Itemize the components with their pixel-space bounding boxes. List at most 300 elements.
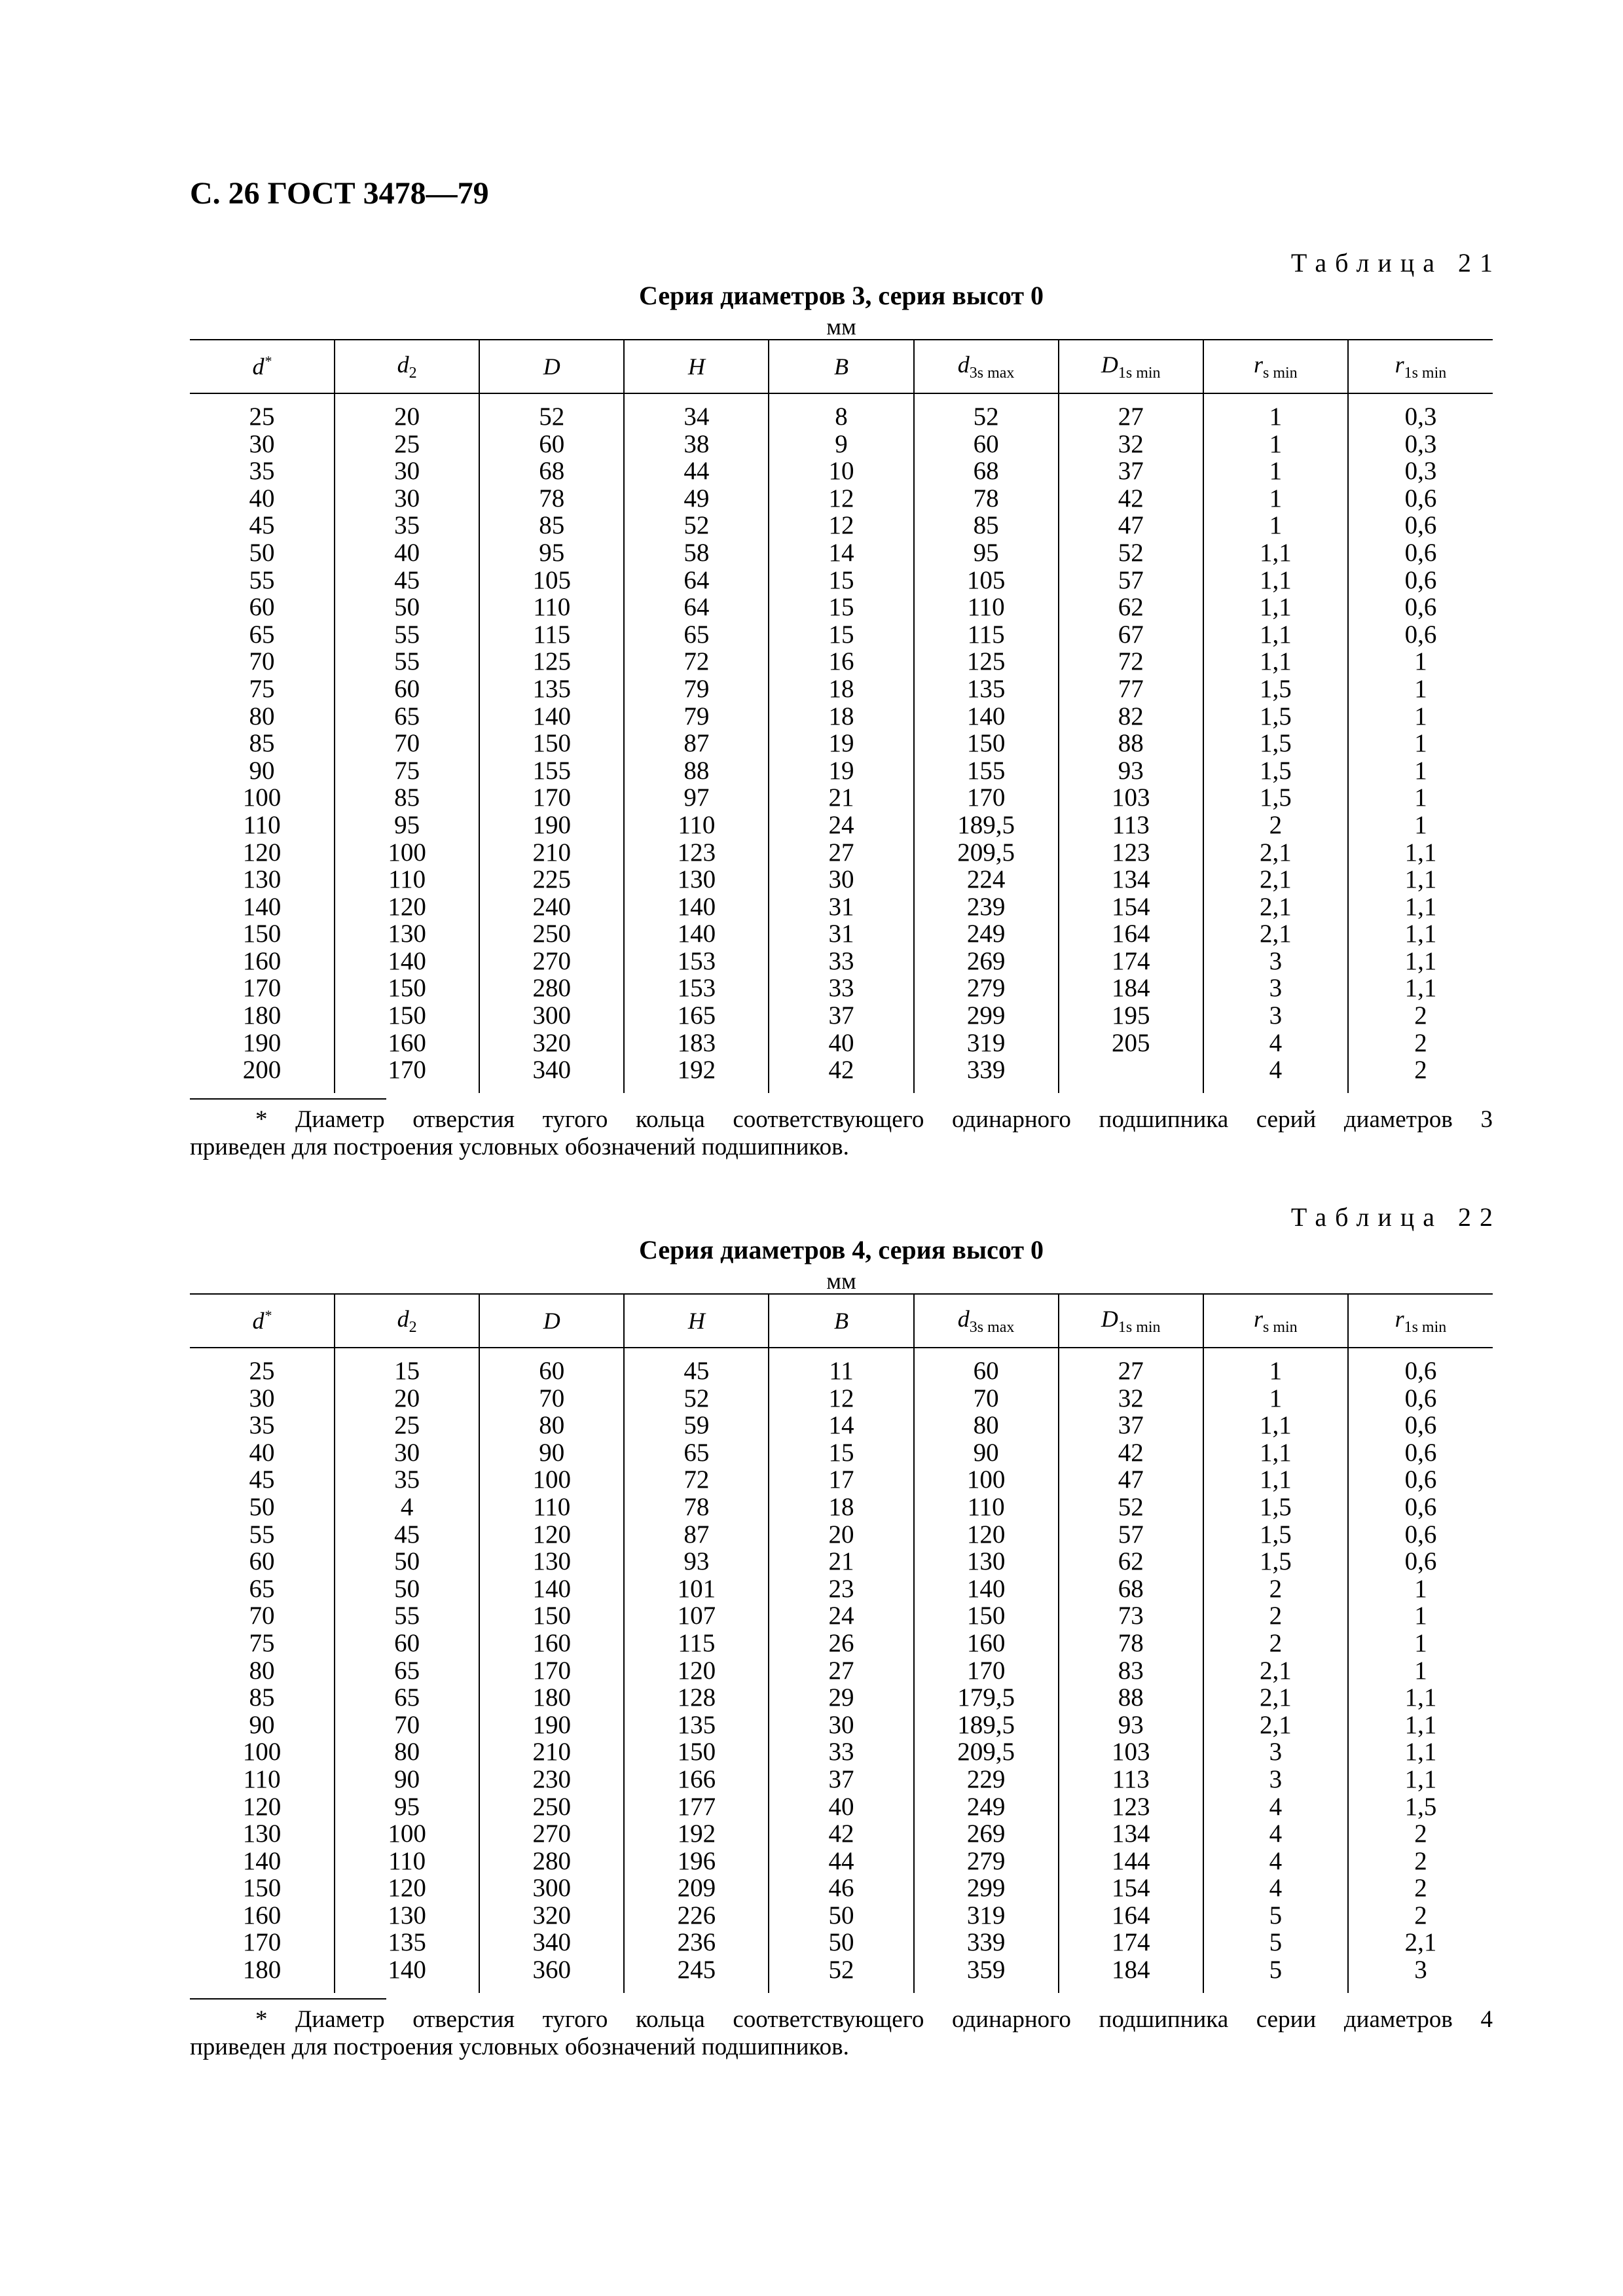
cell-d: 110 — [243, 810, 281, 839]
cell-H: 79 — [624, 675, 769, 703]
cell-B: 15 — [769, 567, 913, 594]
cell-d: 45 — [249, 511, 275, 540]
cell-H: 87 — [624, 1521, 769, 1549]
cell-d: 100 — [242, 1738, 282, 1767]
cell-d: 120 — [242, 838, 282, 867]
cell-d: 40 — [249, 484, 275, 512]
table-row — [190, 1848, 1493, 1875]
cell-B: 14 — [769, 1412, 913, 1439]
cell-H: 153 — [624, 948, 769, 975]
cell-d: 30 — [249, 1384, 275, 1412]
cell-r1s-min: 0,3 — [1348, 403, 1493, 431]
cell-d3s-max: 155 — [914, 757, 1059, 785]
cell-r1s-min: 0,6 — [1348, 1385, 1493, 1412]
cell-D: 68 — [479, 457, 624, 485]
cell-r1s-min: 1,1 — [1348, 866, 1493, 893]
cell-r1s-min: 2 — [1348, 1002, 1493, 1030]
cell-B: 12 — [769, 512, 913, 539]
cell-H: 135 — [624, 1712, 769, 1739]
col-header-d2: $d_2$ — [335, 340, 479, 393]
cell-r1s-min: 1 — [1348, 703, 1493, 730]
cell-r1s-min: 2,1 — [1348, 1929, 1493, 1956]
cell-H: 65 — [624, 621, 769, 649]
cell-D: 340 — [479, 1929, 624, 1956]
cell-D1s-min: 47 — [1059, 1466, 1203, 1494]
cell-d3s-max: 299 — [914, 1874, 1059, 1902]
data-table — [190, 339, 1493, 1093]
cell-d: 70 — [249, 647, 275, 676]
cell-H: 58 — [624, 539, 769, 567]
cell-d: 60 — [249, 593, 275, 622]
cell-d2: 130 — [335, 1902, 479, 1929]
cell-B: 33 — [769, 948, 913, 975]
cell-D1s-min: 37 — [1059, 1412, 1203, 1439]
cell-D: 300 — [479, 1002, 624, 1030]
table-row — [190, 1602, 1493, 1630]
cell-r1s-min: 0,6 — [1348, 567, 1493, 594]
cell-d: 90 — [249, 1710, 275, 1739]
cell-B: 44 — [769, 1848, 913, 1875]
table-row — [190, 1466, 1493, 1494]
cell-D: 250 — [479, 920, 624, 948]
cell-D1s-min: 88 — [1059, 730, 1203, 757]
spacer-row — [190, 393, 1493, 403]
cell-d2: 70 — [335, 730, 479, 757]
cell-d3s-max: 130 — [914, 1548, 1059, 1575]
cell-d2: 95 — [335, 1793, 479, 1821]
table-row — [190, 1385, 1493, 1412]
cell-D1s-min: 68 — [1059, 1575, 1203, 1603]
cell-r1s-min: 0,6 — [1348, 1466, 1493, 1494]
table-header-row — [190, 340, 1493, 393]
cell-d3s-max: 115 — [914, 621, 1059, 649]
cell-rs-min: 4 — [1203, 1874, 1348, 1902]
col-header-d: d* — [190, 1294, 335, 1348]
cell-B: 15 — [769, 594, 913, 621]
table-number: Таблица 22 — [1290, 1202, 1501, 1232]
cell-rs-min: 1 — [1203, 431, 1348, 458]
cell-d3s-max: 339 — [914, 1929, 1059, 1956]
cell-D1s-min: 78 — [1059, 1630, 1203, 1657]
cell-d3s-max: 229 — [914, 1766, 1059, 1793]
cell-d2: 70 — [335, 1712, 479, 1739]
cell-d3s-max: 249 — [914, 1793, 1059, 1821]
cell-d2: 110 — [335, 866, 479, 893]
table-row — [190, 1712, 1493, 1739]
cell-r1s-min: 1 — [1348, 784, 1493, 812]
cell-d3s-max: 52 — [914, 403, 1059, 431]
cell-D: 170 — [479, 1657, 624, 1685]
cell-d: 180 — [242, 1001, 282, 1030]
cell-rs-min: 4 — [1203, 1820, 1348, 1848]
cell-D: 120 — [479, 1521, 624, 1549]
cell-d: 35 — [249, 457, 275, 486]
cell-r1s-min: 1 — [1348, 1630, 1493, 1657]
table-row — [190, 839, 1493, 867]
cell-B: 14 — [769, 539, 913, 567]
cell-d2: 65 — [335, 703, 479, 730]
cell-r1s-min: 0,6 — [1348, 512, 1493, 539]
cell-D1s-min: 57 — [1059, 567, 1203, 594]
cell-d: 130 — [242, 1820, 282, 1848]
table-row — [190, 539, 1493, 567]
cell-d: 150 — [242, 920, 282, 948]
cell-d2: 90 — [335, 1766, 479, 1793]
cell-H: 79 — [624, 703, 769, 730]
cell-r1s-min: 0,6 — [1348, 1412, 1493, 1439]
cell-D: 150 — [479, 1602, 624, 1630]
cell-D: 320 — [479, 1030, 624, 1057]
cell-rs-min: 5 — [1203, 1956, 1348, 1984]
cell-H: 183 — [624, 1030, 769, 1057]
cell-D1s-min: 184 — [1059, 1956, 1203, 1984]
cell-H: 44 — [624, 457, 769, 485]
cell-d2: 80 — [335, 1738, 479, 1766]
cell-B: 31 — [769, 920, 913, 948]
cell-r1s-min: 0,6 — [1348, 621, 1493, 649]
cell-d: 65 — [249, 620, 275, 649]
cell-d: 85 — [249, 1683, 275, 1712]
cell-D1s-min: 134 — [1059, 1820, 1203, 1848]
cell-rs-min: 1 — [1203, 1385, 1348, 1412]
cell-d3s-max: 120 — [914, 1521, 1059, 1549]
cell-H: 140 — [624, 893, 769, 921]
cell-d2: 35 — [335, 1466, 479, 1494]
cell-d3s-max: 110 — [914, 594, 1059, 621]
cell-H: 52 — [624, 1385, 769, 1412]
cell-d: 140 — [242, 892, 282, 921]
cell-D: 135 — [479, 675, 624, 703]
cell-d: 45 — [249, 1465, 275, 1494]
cell-d: 50 — [249, 538, 275, 567]
cell-H: 59 — [624, 1412, 769, 1439]
cell-r1s-min: 1,1 — [1348, 920, 1493, 948]
cell-r1s-min: 1,1 — [1348, 839, 1493, 867]
table-row — [190, 1521, 1493, 1549]
cell-D1s-min: 52 — [1059, 539, 1203, 567]
cell-B: 30 — [769, 866, 913, 893]
table-row — [190, 1548, 1493, 1575]
table-row — [190, 431, 1493, 458]
cell-r1s-min: 0,6 — [1348, 1494, 1493, 1521]
cell-B: 46 — [769, 1874, 913, 1902]
cell-d2: 35 — [335, 512, 479, 539]
table-row — [190, 1684, 1493, 1712]
cell-D: 110 — [479, 1494, 624, 1521]
cell-D: 80 — [479, 1412, 624, 1439]
cell-D: 60 — [479, 1357, 624, 1385]
cell-d: 130 — [242, 865, 282, 894]
cell-D: 210 — [479, 839, 624, 867]
cell-D: 300 — [479, 1874, 624, 1902]
cell-H: 45 — [624, 1357, 769, 1385]
cell-D1s-min — [1059, 1056, 1203, 1084]
cell-d3s-max: 170 — [914, 784, 1059, 812]
cell-rs-min: 1,1 — [1203, 1439, 1348, 1467]
cell-D: 125 — [479, 648, 624, 675]
table-row — [190, 1056, 1493, 1084]
cell-rs-min: 5 — [1203, 1902, 1348, 1929]
cell-H: 130 — [624, 866, 769, 893]
table-unit: мм — [826, 1268, 856, 1294]
cell-B: 29 — [769, 1684, 913, 1712]
cell-D: 230 — [479, 1766, 624, 1793]
cell-rs-min: 1 — [1203, 485, 1348, 512]
cell-D1s-min: 123 — [1059, 839, 1203, 867]
table-title: Серия диаметров 4, серия высот 0 — [639, 1235, 1044, 1265]
cell-d3s-max: 319 — [914, 1902, 1059, 1929]
cell-r1s-min: 1,1 — [1348, 975, 1493, 1002]
cell-D1s-min: 154 — [1059, 893, 1203, 921]
cell-rs-min: 1,5 — [1203, 1548, 1348, 1575]
cell-H: 49 — [624, 485, 769, 512]
cell-D1s-min: 32 — [1059, 431, 1203, 458]
table-row — [190, 403, 1493, 431]
cell-d3s-max: 90 — [914, 1439, 1059, 1467]
cell-d2: 15 — [335, 1357, 479, 1385]
cell-d3s-max: 160 — [914, 1630, 1059, 1657]
cell-D: 250 — [479, 1793, 624, 1821]
table-row — [190, 920, 1493, 948]
cell-r1s-min: 1 — [1348, 757, 1493, 785]
cell-d: 70 — [249, 1602, 275, 1630]
spacer-row — [190, 1084, 1493, 1093]
cell-d3s-max: 319 — [914, 1030, 1059, 1057]
col-header-D: D — [479, 340, 624, 393]
cell-d: 170 — [242, 974, 282, 1003]
cell-rs-min: 5 — [1203, 1929, 1348, 1956]
cell-B: 12 — [769, 1385, 913, 1412]
cell-d3s-max: 299 — [914, 1002, 1059, 1030]
table-row — [190, 757, 1493, 785]
cell-rs-min: 1,5 — [1203, 784, 1348, 812]
cell-D: 60 — [479, 431, 624, 458]
cell-H: 245 — [624, 1956, 769, 1984]
table-row — [190, 893, 1493, 921]
col-header-rs-min: $r_{s min}$ — [1203, 340, 1348, 393]
cell-rs-min: 1 — [1203, 457, 1348, 485]
cell-rs-min: 1,5 — [1203, 730, 1348, 757]
cell-H: 236 — [624, 1929, 769, 1956]
cell-D: 320 — [479, 1902, 624, 1929]
table-title: Серия диаметров 3, серия высот 0 — [639, 281, 1044, 310]
cell-B: 19 — [769, 757, 913, 785]
cell-d2: 45 — [335, 1521, 479, 1549]
cell-d: 85 — [249, 729, 275, 758]
cell-d3s-max: 359 — [914, 1956, 1059, 1984]
col-header-r1s-min: $r_{1s min}$ — [1348, 1294, 1493, 1348]
cell-D1s-min: 113 — [1059, 1766, 1203, 1793]
cell-D: 105 — [479, 567, 624, 594]
table-row — [190, 1030, 1493, 1057]
cell-D1s-min: 67 — [1059, 621, 1203, 649]
cell-r1s-min: 1 — [1348, 812, 1493, 839]
cell-H: 196 — [624, 1848, 769, 1875]
cell-H: 153 — [624, 975, 769, 1002]
cell-B: 42 — [769, 1820, 913, 1848]
cell-r1s-min: 0,6 — [1348, 1521, 1493, 1549]
col-header-H: H — [624, 340, 769, 393]
col-header-D1s-min: $D_{1s min}$ — [1059, 1294, 1203, 1348]
cell-rs-min: 1,1 — [1203, 648, 1348, 675]
cell-D: 95 — [479, 539, 624, 567]
cell-rs-min: 2,1 — [1203, 893, 1348, 921]
cell-d2: 30 — [335, 457, 479, 485]
footnote — [190, 1106, 1493, 1161]
cell-rs-min: 4 — [1203, 1848, 1348, 1875]
cell-H: 64 — [624, 594, 769, 621]
cell-D: 190 — [479, 1712, 624, 1739]
col-header-B: B — [769, 340, 913, 393]
cell-r1s-min: 1 — [1348, 1657, 1493, 1685]
cell-D: 225 — [479, 866, 624, 893]
table-row — [190, 784, 1493, 812]
cell-D1s-min: 62 — [1059, 1548, 1203, 1575]
cell-H: 123 — [624, 839, 769, 867]
cell-D1s-min: 27 — [1059, 1357, 1203, 1385]
cell-D: 160 — [479, 1630, 624, 1657]
table-row — [190, 1357, 1493, 1385]
cell-D: 110 — [479, 594, 624, 621]
footnote-line-1: * Диаметр отверстия тугого кольца соответствующего одинарного подшипника серий диаметров 3 — [255, 1105, 1493, 1133]
cell-d: 75 — [249, 1628, 275, 1657]
table-row — [190, 1956, 1493, 1984]
cell-D: 130 — [479, 1548, 624, 1575]
cell-D1s-min: 42 — [1059, 1439, 1203, 1467]
cell-B: 30 — [769, 1712, 913, 1739]
cell-rs-min: 1,1 — [1203, 1412, 1348, 1439]
cell-d2: 140 — [335, 948, 479, 975]
cell-d2: 60 — [335, 1630, 479, 1657]
cell-d3s-max: 179,5 — [914, 1684, 1059, 1712]
page-header: С. 26 ГОСТ 3478—79 — [190, 176, 489, 211]
cell-H: 78 — [624, 1494, 769, 1521]
cell-rs-min: 1,1 — [1203, 539, 1348, 567]
cell-r1s-min: 1 — [1348, 1575, 1493, 1603]
cell-d: 80 — [249, 1656, 275, 1685]
cell-B: 26 — [769, 1630, 913, 1657]
cell-B: 11 — [769, 1357, 913, 1385]
cell-B: 20 — [769, 1521, 913, 1549]
cell-d3s-max: 100 — [914, 1466, 1059, 1494]
cell-d3s-max: 105 — [914, 567, 1059, 594]
col-header-r1s-min: $r_{1s min}$ — [1348, 340, 1493, 393]
cell-d3s-max: 68 — [914, 457, 1059, 485]
cell-B: 18 — [769, 675, 913, 703]
cell-H: 87 — [624, 730, 769, 757]
cell-H: 140 — [624, 920, 769, 948]
cell-H: 150 — [624, 1738, 769, 1766]
cell-d: 55 — [249, 565, 275, 594]
cell-H: 97 — [624, 784, 769, 812]
cell-d2: 20 — [335, 403, 479, 431]
cell-d3s-max: 135 — [914, 675, 1059, 703]
table-row — [190, 1657, 1493, 1685]
cell-r1s-min: 3 — [1348, 1956, 1493, 1984]
cell-B: 10 — [769, 457, 913, 485]
cell-d2: 55 — [335, 1602, 479, 1630]
cell-D1s-min: 164 — [1059, 920, 1203, 948]
cell-d: 60 — [249, 1547, 275, 1576]
cell-B: 27 — [769, 1657, 913, 1685]
cell-B: 24 — [769, 812, 913, 839]
cell-rs-min: 2,1 — [1203, 1684, 1348, 1712]
cell-d2: 135 — [335, 1929, 479, 1956]
cell-d: 120 — [242, 1792, 282, 1821]
cell-d: 160 — [242, 1901, 282, 1929]
cell-D1s-min: 205 — [1059, 1030, 1203, 1057]
cell-d2: 50 — [335, 594, 479, 621]
cell-D1s-min: 164 — [1059, 1902, 1203, 1929]
cell-d2: 140 — [335, 1956, 479, 1984]
cell-r1s-min: 1 — [1348, 675, 1493, 703]
table-row — [190, 512, 1493, 539]
cell-rs-min: 2,1 — [1203, 1712, 1348, 1739]
cell-B: 24 — [769, 1602, 913, 1630]
cell-B: 17 — [769, 1466, 913, 1494]
cell-D: 155 — [479, 757, 624, 785]
cell-D: 190 — [479, 812, 624, 839]
cell-D: 90 — [479, 1439, 624, 1467]
cell-rs-min: 2,1 — [1203, 839, 1348, 867]
cell-d: 160 — [242, 946, 282, 975]
cell-d3s-max: 85 — [914, 512, 1059, 539]
col-header-D1s-min: $D_{1s min}$ — [1059, 340, 1203, 393]
col-header-d3s-max: $d_{3s max}$ — [914, 1294, 1059, 1348]
table-row — [190, 1412, 1493, 1439]
cell-H: 107 — [624, 1602, 769, 1630]
cell-d2: 120 — [335, 1874, 479, 1902]
spacer-row — [190, 1984, 1493, 1993]
cell-rs-min: 1,5 — [1203, 703, 1348, 730]
cell-r1s-min: 2 — [1348, 1030, 1493, 1057]
cell-B: 40 — [769, 1793, 913, 1821]
cell-d3s-max: 170 — [914, 1657, 1059, 1685]
cell-d: 150 — [242, 1874, 282, 1903]
cell-d3s-max: 239 — [914, 893, 1059, 921]
data-table — [190, 1293, 1493, 1993]
cell-H: 110 — [624, 812, 769, 839]
cell-D: 115 — [479, 621, 624, 649]
table-row — [190, 1874, 1493, 1902]
cell-d: 55 — [249, 1520, 275, 1549]
cell-H: 34 — [624, 403, 769, 431]
cell-d2: 65 — [335, 1684, 479, 1712]
cell-d3s-max: 60 — [914, 1357, 1059, 1385]
cell-H: 52 — [624, 512, 769, 539]
cell-rs-min: 2,1 — [1203, 920, 1348, 948]
cell-r1s-min: 1,1 — [1348, 1766, 1493, 1793]
cell-d2: 50 — [335, 1575, 479, 1603]
cell-d2: 25 — [335, 431, 479, 458]
cell-D: 210 — [479, 1738, 624, 1766]
cell-d3s-max: 249 — [914, 920, 1059, 948]
cell-d3s-max: 70 — [914, 1385, 1059, 1412]
cell-B: 31 — [769, 893, 913, 921]
cell-r1s-min: 1 — [1348, 648, 1493, 675]
cell-d2: 65 — [335, 1657, 479, 1685]
cell-d2: 60 — [335, 675, 479, 703]
col-header-H: H — [624, 1294, 769, 1348]
cell-D1s-min: 27 — [1059, 403, 1203, 431]
cell-r1s-min: 0,3 — [1348, 457, 1493, 485]
table-row — [190, 1929, 1493, 1956]
table-row — [190, 485, 1493, 512]
cell-rs-min: 2 — [1203, 1630, 1348, 1657]
cell-rs-min: 1,1 — [1203, 621, 1348, 649]
cell-r1s-min: 2 — [1348, 1848, 1493, 1875]
cell-d3s-max: 150 — [914, 1602, 1059, 1630]
